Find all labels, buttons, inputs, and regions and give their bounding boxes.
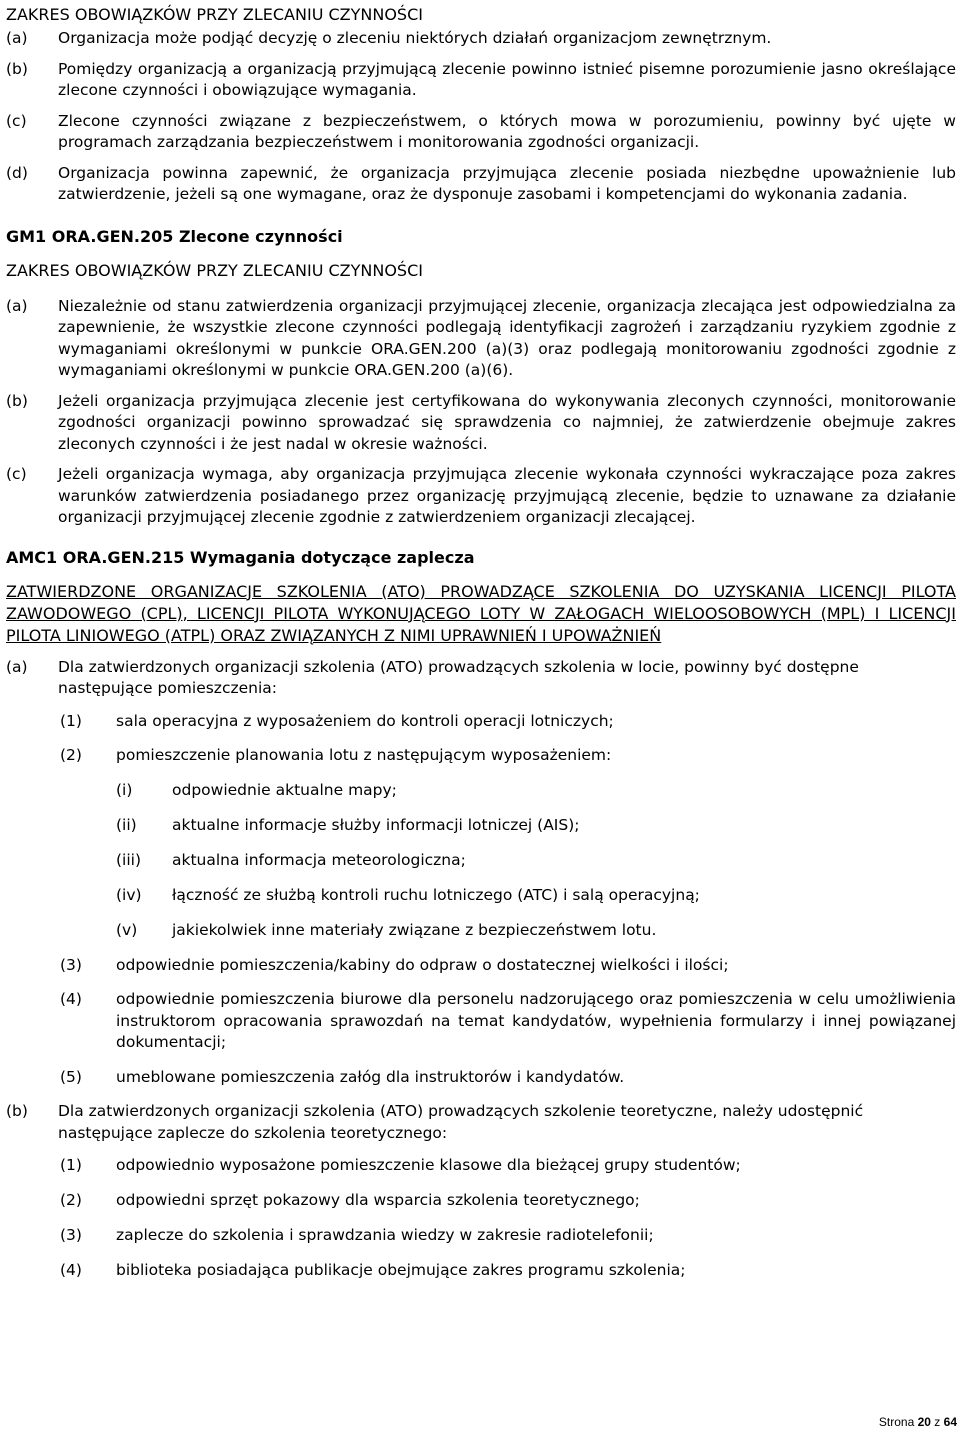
section1-heading: ZAKRES OBOWIĄZKÓW PRZY ZLECANIU CZYNNOŚCI [6,5,423,24]
item-label: (1) [60,1156,82,1174]
list-item [6,163,956,206]
item-label: (c) [6,111,27,130]
list-item [6,657,956,700]
sub-item [60,711,956,733]
item-label: (2) [60,1191,82,1209]
item-text: jakiekolwiek inne materiały związane z bezpieczeństwem lotu. [172,920,657,939]
item-text: łączność ze służbą kontroli ruchu lotniczego (ATC) i salą operacyjną; [172,885,700,904]
section1-list [6,28,956,206]
item-label: (b) [6,1102,28,1120]
item-label: (a) [6,29,28,47]
item-text: odpowiedni sprzęt pokazowy dla wsparcia szkolenia teoretycznego; [116,1191,640,1209]
item-label: (b) [6,59,28,78]
item-text: Jeżeli organizacja przyjmująca zlecenie jest certyfikowana do wykonywania zleconych czynności, monitorowanie zgodności organizacji powinno sprowadzać się sprawdzenia co najmniej, że zatwierdzenie obejmuje zakres zleconych czynności i że jest nadal w okresie ważności. [58,391,956,453]
list-item [6,296,956,382]
list-item [6,111,956,154]
item-label: (v) [116,920,138,939]
equipment-item [116,885,956,907]
item-text: odpowiednio wyposażone pomieszczenie klasowe dla bieżącej grupy studentów; [116,1156,741,1174]
item-label: (5) [60,1067,82,1086]
item-text: Dla zatwierdzonych organizacji szkolenia (ATO) prowadzących szkolenie teoretyczne, należy udostępnić następujące zaplecze do szkolenia teoretycznego: [58,1102,864,1142]
section2-list [6,296,956,529]
item-text: pomieszczenie planowania lotu z następującym wyposażeniem: [116,746,612,764]
item-text: odpowiednie pomieszczenia/kabiny do odpraw o dostatecznej wielkości i ilości; [116,955,729,974]
item-label: (ii) [116,815,137,834]
page-number [879,1415,957,1429]
item-label: (d) [6,163,28,182]
sub-item [60,1190,956,1212]
sub-item [60,1225,956,1247]
item-label: (4) [60,1261,82,1279]
list-item [6,28,956,50]
item-text: aktualne informacje służby informacji lotniczej (AIS); [172,815,580,834]
equipment-item [116,815,956,837]
item-text: Zlecone czynności związane z bezpieczeństwem, o których mowa w porozumieniu, powinny być ujęte w programach zarządzania bezpieczeństwem i monitorowania zgodności organizacji. [58,111,956,151]
item-label: (a) [6,657,28,676]
section3-title: AMC1 ORA.GEN.215 Wymagania dotyczące zaplecza [6,547,475,567]
item-label: (2) [60,746,82,764]
item-label: (b) [6,391,28,410]
sub-item [60,989,956,1054]
document-page [6,4,956,1282]
item-label: (4) [60,990,82,1008]
item-text: Pomiędzy organizacją a organizacją przyjmującą zlecenie powinno istnieć pisemne porozumienie jasno określające zlecone czynności i obowiązujące wymagania. [58,59,956,99]
item-label: (1) [60,711,82,730]
item-label: (3) [60,1226,82,1244]
item-label: (c) [6,465,27,483]
item-text: umeblowane pomieszczenia załóg dla instruktorów i kandydatów. [116,1067,625,1086]
section2-title: GM1 ORA.GEN.205 Zlecone czynności [6,226,343,246]
page-number-current: 20 [917,1415,931,1429]
page-number-prefix: Strona [878,1415,915,1429]
sub-item [60,1155,956,1177]
item-text: Jeżeli organizacja wymaga, aby organizacja przyjmująca zlecenie wykonała czynności wykraczające poza zakres warunków zatwierdzenia posiadanego przez organizację przyjmującą zlecenie, będzie to uznawane za działanie organizacji przyjmującej zlecenie zgodnie z zatwierdzeniem organizacji zlecającej. [58,465,956,526]
item-label: (i) [116,780,133,799]
item-text: Organizacja może podjąć decyzję o zleceniu niektórych działań organizacjom zewnętrznym. [58,29,772,47]
item-label: (iii) [116,850,142,869]
list-item [6,391,956,456]
section3-heading: ZATWIERDZONE ORGANIZACJE SZKOLENIA (ATO) PROWADZĄCE SZKOLENIA DO UZYSKANIA LICENCJI PILOTA ZAWODOWEGO (CPL), LICENCJI PILOTA WYKONUJĄCEGO LOTY W ZAŁOGACH WIELOOSOBOWYCH (MPL) I LICENCJI PILOTA LINIOWEGO (ATPL) ORAZ ZWIĄZANYCH Z NIMI UPRAWNIEŃ I UPOWAŻNIEŃ [6,581,956,645]
item-text: Niezależnie od stanu zatwierdzenia organizacji przyjmującej zlecenie, organizacja zlecająca jest odpowiedzialna za zapewnienie, że wszystkie zlecone czynności podlegają identyfikacji zagrożeń i zarządzaniu ryzykiem zgodnie z wymaganiami określonymi w punkcie ORA.GEN.200 (a)(3) oraz podlegają monitorowaniu zgodności zgodnie z wymaganiami określonymi w punkcie ORA.GEN.200 (a)(6). [58,296,956,379]
item-label: (a) [6,296,28,315]
item-label: (3) [60,955,82,974]
list-item [6,464,956,529]
item-text: odpowiednie aktualne mapy; [172,780,397,799]
item-text: zaplecze do szkolenia i sprawdzania wiedzy w zakresie radiotelefonii; [116,1226,654,1244]
list-item [6,59,956,102]
item-text: aktualna informacja meteorologiczna; [172,850,466,869]
equipment-item [116,920,956,942]
list-item [6,1101,956,1144]
sub-item [60,955,956,977]
equipment-item [116,780,956,802]
page-number-total: 64 [943,1415,957,1429]
item-text: Organizacja powinna zapewnić, że organizacja przyjmująca zlecenie posiada niezbędne upoważnienie lub zatwierdzenie, jeżeli są one wymagane, oraz że dysponuje zasobami i kompetencjami do wykonania zadania. [58,163,956,203]
equipment-item [116,850,956,872]
item-label: (iv) [116,885,142,904]
item-text: odpowiednie pomieszczenia biurowe dla personelu nadzorującego oraz pomieszczenia w celu umożliwienia instruktorom opracowania sprawozdań na temat kandydatów, wypełnienia formularzy i innej powiązanej dokumentacji; [116,990,956,1051]
sub-item [60,745,956,767]
page-number-sep: z [934,1415,941,1429]
section2-heading: ZAKRES OBOWIĄZKÓW PRZY ZLECANIU CZYNNOŚCI [6,260,423,280]
item-text: biblioteka posiadająca publikacje obejmujące zakres programu szkolenia; [116,1261,686,1279]
item-text: sala operacyjna z wyposażeniem do kontroli operacji lotniczych; [116,711,614,730]
sub-item [60,1260,956,1282]
item-text: Dla zatwierdzonych organizacji szkolenia (ATO) prowadzących szkolenia w locie, powinny być dostępne następujące pomieszczenia: [58,657,859,697]
sub-item [60,1067,956,1089]
